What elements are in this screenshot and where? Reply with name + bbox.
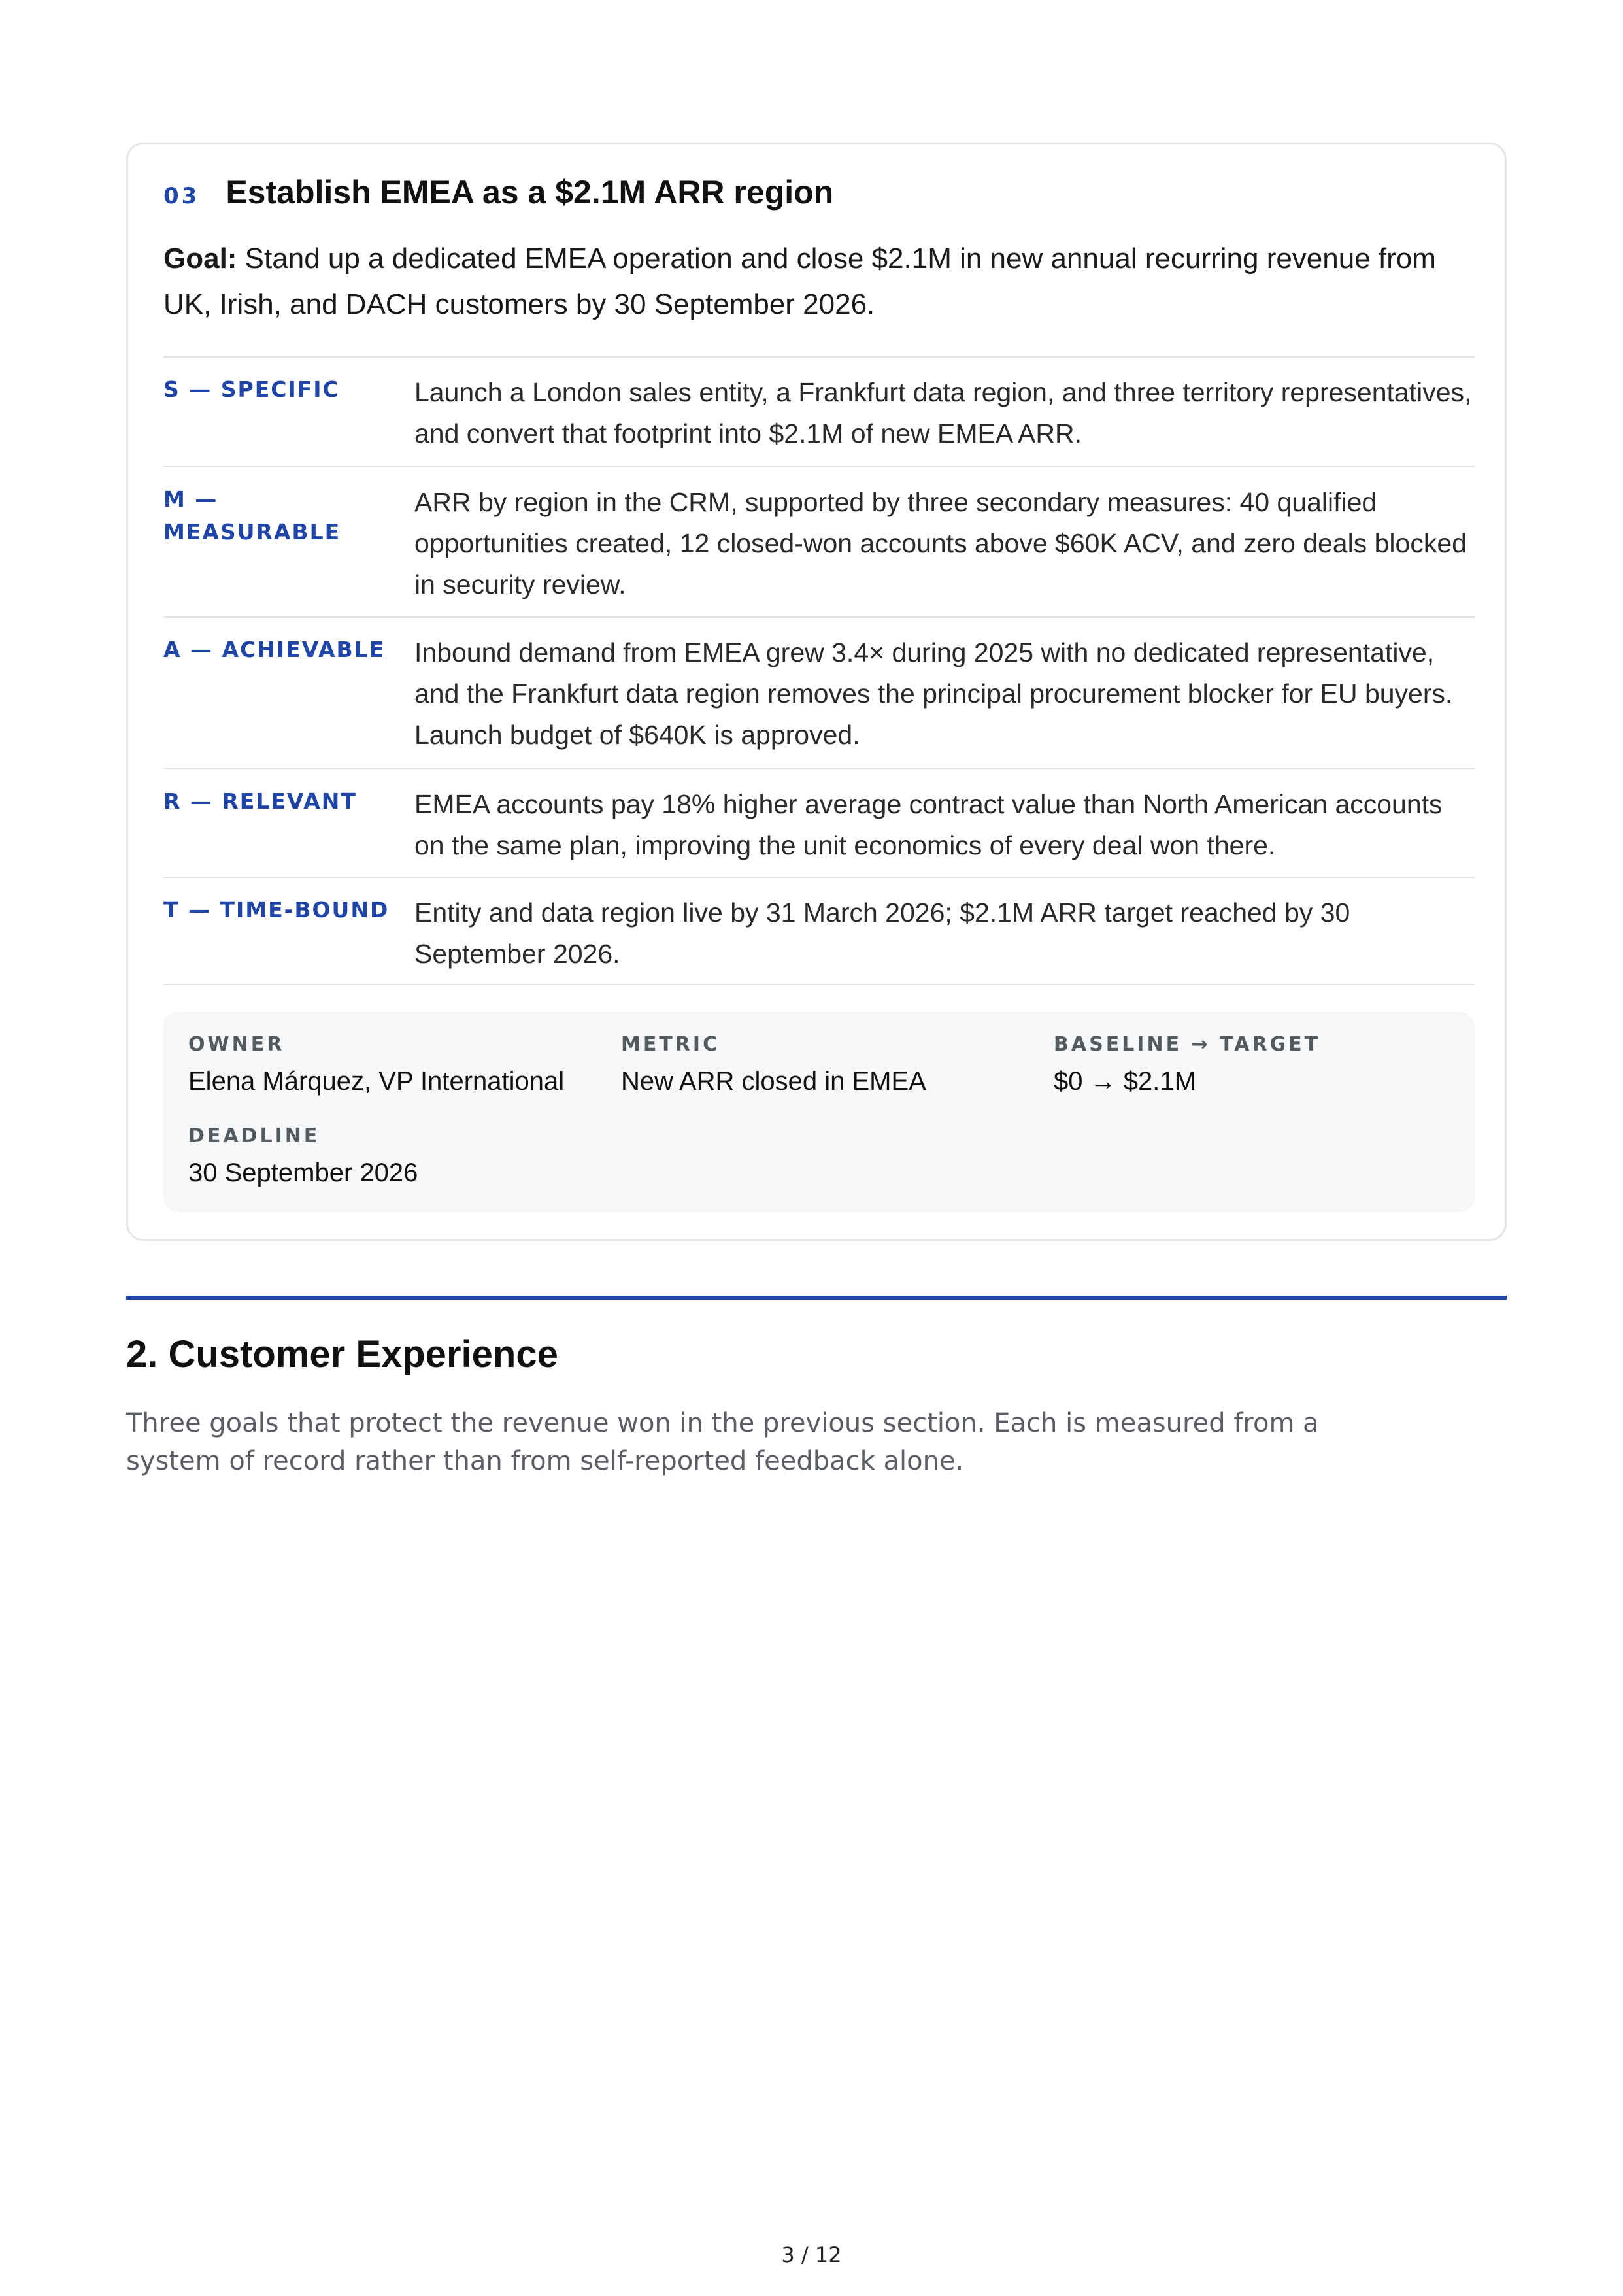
goal-meta-panel xyxy=(163,1012,1475,1212)
smart-table xyxy=(163,356,1475,985)
metric-label: METRIC xyxy=(621,1033,720,1056)
metric-value: New ARR closed in EMEA xyxy=(621,1067,926,1096)
smart-label: T — TIME-BOUND xyxy=(163,897,390,922)
goal-text: Stand up a dedicated EMEA operation and close $2.1M in new annual recurring revenue from UK, Irish, and DACH customers by 30 September 2026. xyxy=(163,243,1436,320)
smart-row-time-bound xyxy=(163,877,1475,985)
deadline-value: 30 September 2026 xyxy=(188,1158,418,1187)
page-number: 3 / 12 xyxy=(781,2242,842,2267)
smart-row-measurable xyxy=(163,466,1475,616)
baseline-target-label: BASELINE → TARGET xyxy=(1054,1033,1321,1056)
smart-label: R — RELEVANT xyxy=(163,788,357,814)
smart-text: EMEA accounts pay 18% higher average contract value than North American accounts on the same plan, improving the unit economics of every deal won there. xyxy=(414,789,1443,860)
baseline-target-field xyxy=(1054,1032,1320,1100)
smart-text: Inbound demand from EMEA grew 3.4× during 2025 with no dedicated representative, and the Frankfurt data region removes the principal procurement blocker for EU buyers. Launch budget of $640K is approved. xyxy=(414,637,1453,750)
smart-label: S — SPECIFIC xyxy=(163,377,340,402)
smart-label: A — ACHIEVABLE xyxy=(163,637,386,662)
goal-number: 03 xyxy=(163,183,200,209)
owner-field xyxy=(188,1032,564,1100)
smart-text: Launch a London sales entity, a Frankfurt data region, and three territory representatives, and convert that footprint into $2.1M of new EMEA ARR. xyxy=(414,377,1472,448)
smart-text: Entity and data region live by 31 March 2026; $2.1M ARR target reached by 30 September 2026. xyxy=(414,898,1350,969)
section-intro: Three goals that protect the revenue won in the previous section. Each is measured from a system of record rather than from self-reported feedback alone. xyxy=(126,1408,1319,1476)
deadline-field xyxy=(188,1123,418,1191)
goal-title: Establish EMEA as a $2.1M ARR region xyxy=(226,174,834,211)
owner-value: Elena Márquez, VP International xyxy=(188,1067,565,1096)
section-divider xyxy=(126,1296,1507,1300)
section-title: 2. Customer Experience xyxy=(126,1333,558,1376)
goal-statement xyxy=(163,236,1471,328)
goal-card xyxy=(126,143,1507,1241)
baseline-target-value: $0 → $2.1M xyxy=(1054,1067,1196,1096)
deadline-label: DEADLINE xyxy=(188,1124,320,1147)
smart-label: M — MEASURABLE xyxy=(163,486,341,545)
smart-row-achievable xyxy=(163,616,1475,768)
owner-label: OWNER xyxy=(188,1033,285,1056)
smart-row-relevant xyxy=(163,768,1475,877)
metric-field xyxy=(621,1032,926,1100)
goal-label: Goal: xyxy=(163,243,237,275)
smart-row-specific xyxy=(163,356,1475,466)
goal-header xyxy=(163,173,833,211)
smart-text: ARR by region in the CRM, supported by three secondary measures: 40 qualified opportunities created, 12 closed-won accounts above $60K ACV, and zero deals blocked in security review. xyxy=(414,487,1467,599)
